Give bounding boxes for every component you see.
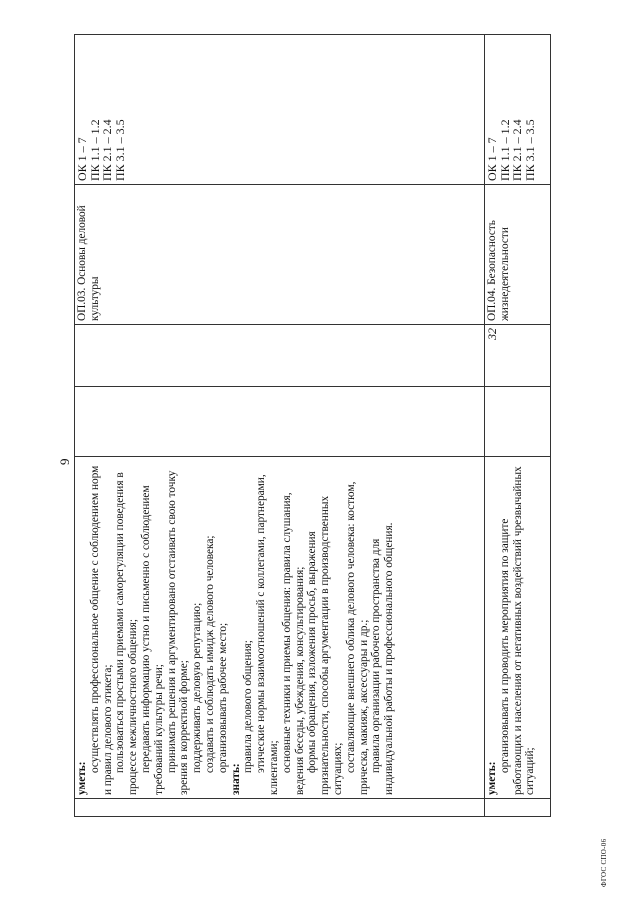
competencies-cell [75, 35, 485, 185]
index-cell [75, 799, 485, 817]
total-hours-cell: 32 [485, 325, 551, 387]
page-number: 9 [57, 458, 72, 465]
competency-code: ПК 3.1 – 3.5 [522, 119, 537, 181]
knowledge-item: формы обращения, изложения просьб, выражения признательности, способы аргументации в производственных ситуациях; [306, 495, 344, 795]
discipline-cell: ОП.04. Безопасность жизнедеятельности [485, 185, 551, 325]
skill-item: принимать решения и аргументировано отстаивать свою точку зрения в корректной форме; [165, 470, 191, 795]
knowledge-item: правила организации рабочего пространства для индивидуальной работы и профессионального общения. [370, 522, 396, 795]
requirements-cell [75, 457, 485, 799]
knowledge-item: составляющие внешнего облика делового человека: костюм, прическа, макияж, аксессуары и др.; [344, 481, 370, 795]
skill-item: осуществлять профессиональное общение с соблюдением норм и правил делового этикета; [88, 465, 114, 795]
skill-item: передавать информацию устно и письменно с соблюдением требований культуры речи; [139, 485, 165, 795]
max-hours-cell [485, 387, 551, 457]
skills-heading: уметь: [76, 761, 88, 795]
knowledge-item: этические нормы взаимоотношений с коллегами, партнерами, клиентами; [255, 474, 280, 795]
document-footer: ФГОС СПО-06 [600, 838, 608, 887]
knowledge-item: основные техники и приемы общения: правила слушания, ведения беседы, убеждения, консультирования; [280, 492, 306, 795]
knowledge-item: правила делового общения; [242, 640, 255, 773]
competency-code: ПК 3.1 – 3.5 [112, 119, 127, 181]
discipline-cell: ОП.03. Основы деловой культуры [75, 185, 485, 325]
competency-code: ПК 2.1 – 2.4 [100, 119, 114, 181]
competency-code: ОК 1 – 7 [485, 137, 499, 181]
competency-code: ПК 1.1 – 1.2 [87, 119, 102, 181]
competency-code: ОК 1 – 7 [75, 137, 89, 181]
knowledge-heading: знать: [229, 763, 242, 795]
skill-item: организовывать рабочее место; [216, 622, 229, 773]
curriculum-table [74, 34, 551, 817]
skills-heading: уметь: [486, 761, 498, 795]
competency-code: ПК 2.1 – 2.4 [510, 119, 524, 181]
skill-item: создавать и соблюдать имидж делового человека; [203, 535, 216, 773]
skill-item: пользоваться простыми приемами саморегуляции поведения в процессе межличностного общения; [114, 472, 140, 795]
skill-item: поддерживать деловую репутацию; [191, 602, 204, 773]
total-hours-cell [75, 325, 485, 387]
requirements-cell [485, 457, 551, 799]
competencies-cell [485, 35, 551, 185]
table-row [485, 35, 551, 817]
competency-code: ПК 1.1 – 1.2 [497, 119, 512, 181]
table-row [75, 35, 485, 817]
skill-item: организовывать и проводить мероприятия по защите работающих и населения от негативных воздействий чрезвычайных ситуаций; [498, 466, 537, 795]
index-cell [485, 799, 551, 817]
max-hours-cell [75, 387, 485, 457]
